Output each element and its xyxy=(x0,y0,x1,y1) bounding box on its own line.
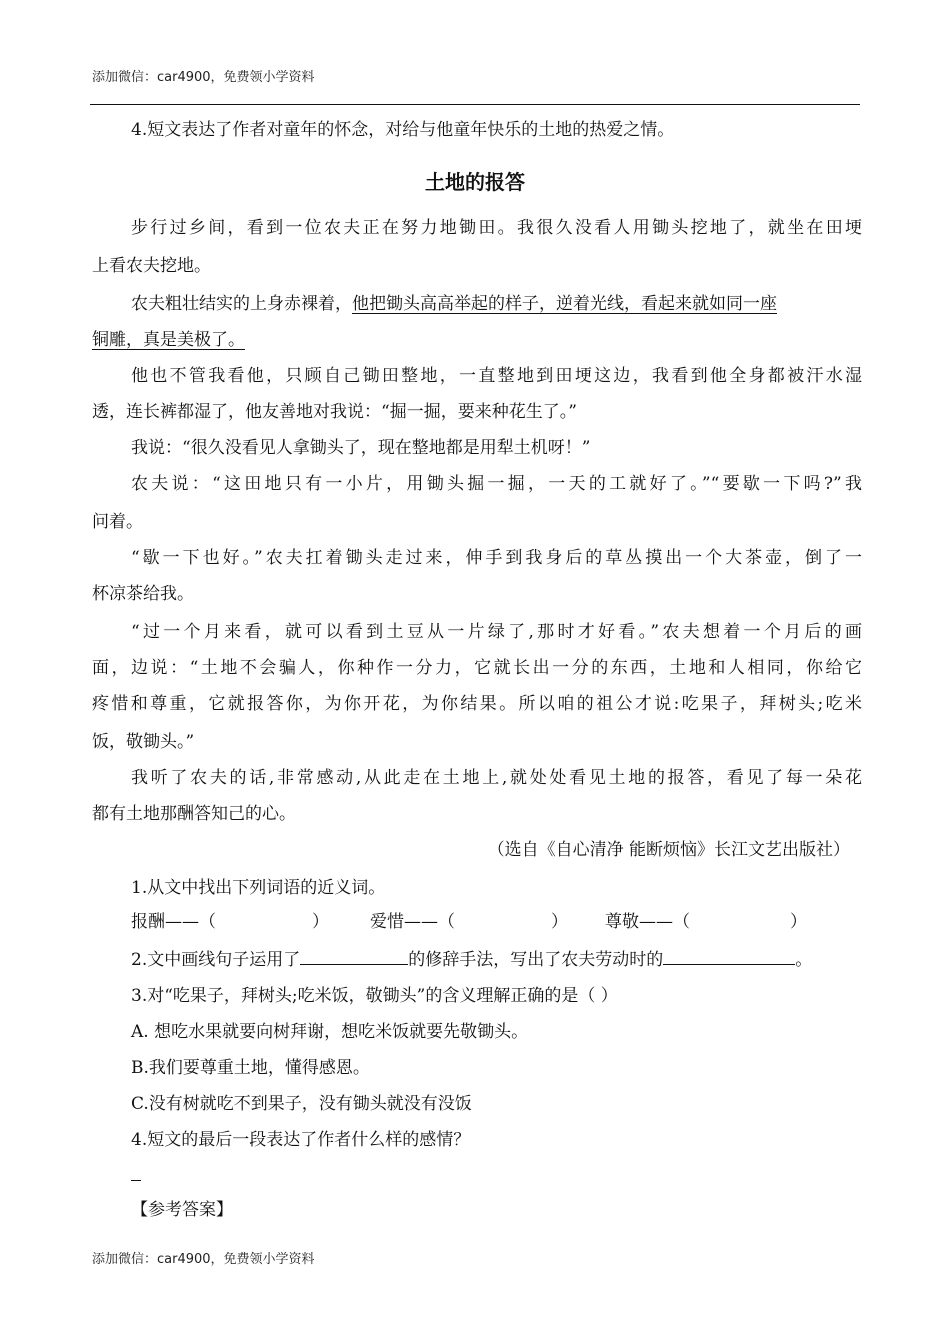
paragraph-2-line-1 xyxy=(131,292,862,316)
close-paren: ） xyxy=(551,912,568,932)
paragraph-8-line-2: 都有土地那酬答知己的心。 xyxy=(92,804,296,824)
page-footer: 添加微信：car4900，免费领小学资料 xyxy=(92,1252,315,1267)
synonym-item xyxy=(605,910,807,934)
previous-answer-line: 4.短文表达了作者对童年的怀念，对给与他童年快乐的土地的热爱之情。 xyxy=(131,120,675,140)
answer-blank[interactable] xyxy=(300,946,408,965)
paragraph-3-line-2: 透，连长裤都湿了，他友善地对我说：“掘一掘，要来种花生了。” xyxy=(92,402,577,422)
paragraph-7-line-4: 饭，敬锄头。” xyxy=(92,732,195,752)
underlined-sentence-part-1: 他把锄头高高举起的样子，逆着光线，看起来就如同一座 xyxy=(352,294,777,314)
close-paren: ） xyxy=(312,912,329,932)
paragraph-7-line-3: 疼惜和尊重，它就报答你，为你开花，为你结果。所以咱的祖公才说:吃果子，拜树头;吃米 xyxy=(92,694,862,714)
answer-line-mark xyxy=(131,1180,141,1181)
paragraph-6-line-2: 杯凉茶给我。 xyxy=(92,584,194,604)
question-4: 4.短文的最后一段表达了作者什么样的感情？ xyxy=(131,1130,471,1150)
question-3-option-b[interactable]: B.我们要尊重土地，懂得感恩。 xyxy=(131,1058,370,1078)
paragraph-7-line-2: 面，边说：“土地不会骗人，你种作一分力，它就长出一分的东西，土地和人相同，你给它 xyxy=(92,658,862,678)
paragraph-7-line-1: “过一个月来看，就可以看到土豆从一片绿了,那时才好看。”农夫想着一个月后的画 xyxy=(131,622,862,642)
answer-heading: 【参考答案】 xyxy=(131,1200,233,1220)
page-header: 添加微信：car4900，免费领小学资料 xyxy=(92,70,315,85)
question-3: 3.对“吃果子，拜树头;吃米饭，敬锄头”的含义理解正确的是（ ） xyxy=(131,986,618,1006)
paragraph-2-plain: 农夫粗壮结实的上身赤裸着， xyxy=(131,294,352,314)
question-2 xyxy=(131,946,901,972)
synonym-prompt: 尊敬——（ xyxy=(605,912,690,932)
question-2-part-b: 的修辞手法，写出了农夫劳动时的 xyxy=(408,950,664,970)
synonym-item xyxy=(131,910,340,934)
close-paren: ） xyxy=(790,912,807,932)
paragraph-5-line-2: 问着。 xyxy=(92,512,143,532)
header-divider xyxy=(90,104,860,105)
paragraph-1-line-1: 步行过乡间，看到一位农夫正在努力地锄田。我很久没看人用锄头挖地了，就坐在田埂 xyxy=(131,218,862,238)
synonym-prompt: 报酬——（ xyxy=(131,912,216,932)
underlined-sentence-part-2: 铜雕，真是美极了。 xyxy=(92,330,245,350)
article-source: （选自《自心清净 能断烦恼》长江文艺出版社） xyxy=(487,840,850,860)
paragraph-6-line-1: “歇一下也好。”农夫扛着锄头走过来，伸手到我身后的草丛摸出一个大茶壶，倒了一 xyxy=(131,548,862,568)
answer-blank[interactable] xyxy=(663,946,795,965)
question-2-part-a: 2.文中画线句子运用了 xyxy=(131,950,301,970)
question-3-option-c[interactable]: C.没有树就吃不到果子，没有锄头就没有没饭 xyxy=(131,1094,472,1114)
paragraph-3-line-1: 他也不管我看他，只顾自己锄田整地，一直整地到田埂这边，我看到他全身都被汗水湿 xyxy=(131,366,862,386)
paragraph-5-line-1: 农夫说：“这田地只有一小片，用锄头掘一掘，一天的工就好了。”“要歇一下吗?”我 xyxy=(131,474,862,494)
question-3-option-a[interactable]: A. 想吃水果就要向树拜谢，想吃米饭就要先敬锄头。 xyxy=(131,1022,529,1042)
question-1-synonyms xyxy=(131,910,807,934)
synonym-item xyxy=(370,910,575,934)
synonym-prompt: 爱惜——（ xyxy=(370,912,455,932)
article-title: 土地的报答 xyxy=(425,170,525,194)
paragraph-8-line-1: 我听了农夫的话,非常感动,从此走在土地上,就处处看见土地的报答，看见了每一朵花 xyxy=(131,768,862,788)
paragraph-4-line-1: 我说：“很久没看见人拿锄头了，现在整地都是用犁土机呀！” xyxy=(131,438,591,458)
question-1: 1.从文中找出下列词语的近义词。 xyxy=(131,878,386,898)
question-2-part-c: 。 xyxy=(795,950,813,970)
paragraph-2-line-2 xyxy=(92,328,862,352)
paragraph-1-line-2: 上看农夫挖地。 xyxy=(92,256,211,276)
